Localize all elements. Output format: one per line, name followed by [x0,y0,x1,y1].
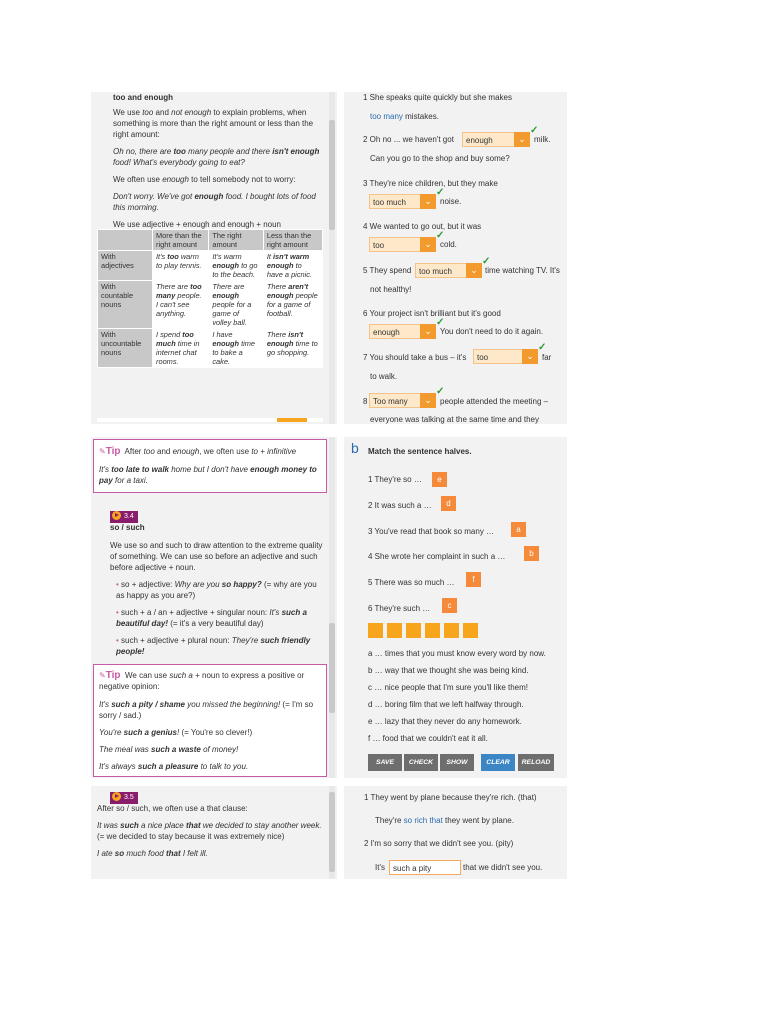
list-item: 6 They're such … [368,604,431,613]
tip-label: Tip [105,670,121,681]
drag-slot[interactable] [425,623,440,638]
grammar-panel-too-enough [91,92,337,424]
answer-box[interactable]: b [524,546,539,561]
table-header: The right amount [209,230,263,251]
list-item: • so + adjective: Why are you so happy? (= why are you as happy as you are?) [116,580,317,600]
chevron-down-icon[interactable]: ⌄ [420,393,436,408]
table-header: More than the right amount [153,230,209,251]
check-icon: ✓ [538,342,547,353]
drag-slot[interactable] [406,623,421,638]
chevron-down-icon[interactable]: ⌄ [466,263,482,278]
example-text: It was such a nice place that we decided to stay another week. (= we decided to stay because it was extremely nice) [97,821,322,841]
answer-text: They're so rich that they went by plane. [375,816,514,825]
check-icon: ✓ [436,317,445,328]
check-icon: ✓ [482,256,491,267]
pencil-icon: ✎ [99,671,106,680]
grammar-panel-so-such [91,437,337,778]
reload-button[interactable]: RELOAD [518,754,554,771]
check-icon: ✓ [530,125,539,136]
answer-text: too many mistakes. [370,112,439,121]
drag-slot[interactable] [368,623,383,638]
answer-box[interactable]: d [441,496,456,511]
check-icon: ✓ [436,187,445,198]
question-text: 5 They spend [363,266,412,275]
example-text: The meal was such a waste of money! [99,745,239,754]
option-item: c … nice people that I'm sure you'll like them! [368,683,529,692]
option-item: d … boring film that we left halfway through. [368,700,524,709]
play-icon [112,792,121,801]
example-text: It's too late to walk home but I don't have enough money to pay for a taxi. [99,465,317,485]
answer-dropdown[interactable]: Too many [369,393,421,408]
rule-text: We use so and such to draw attention to the extreme quality of something. We can use so before an adjective and such before adjective + noun. [110,541,323,572]
chevron-down-icon[interactable]: ⌄ [420,324,436,339]
example-text: Oh no, there are too many people and there isn't enough food! What's everybody going to eat? [113,147,320,167]
save-button[interactable]: SAVE [368,754,402,771]
option-item: f … food that we couldn't eat it all. [368,734,488,743]
answer-input[interactable]: such a pity [389,860,461,875]
table-row: With adjectives It's too warm to play tennis. It's warm enough to go to the beach. It isn't warm enough to have a picnic. [98,251,323,281]
table-row: With countable nouns There are too many people. I can't see anything. There are enough people for a game of volley ball. There aren't enough people for a game of football. [98,281,323,329]
check-icon: ✓ [436,230,445,241]
chevron-down-icon[interactable]: ⌄ [514,132,530,147]
scrollbar[interactable] [329,92,335,424]
list-item: 1 They're so … [368,475,422,484]
question-text: 1 They went by plane because they're rich. (that) [364,793,537,802]
chevron-down-icon[interactable]: ⌄ [420,194,436,209]
answer-dropdown[interactable]: enough [369,324,421,339]
play-icon [112,511,121,520]
answer-box[interactable]: a [511,522,526,537]
answer-box[interactable]: f [466,572,481,587]
check-icon: ✓ [436,386,445,397]
question-text: 2 I'm so sorry that we didn't see you. (pity) [364,839,514,848]
answer-dropdown[interactable]: enough [462,132,516,147]
question-text: 7 You should take a bus – it's [363,353,467,362]
tip-box: ✎Tip After too and enough, we often use to + infinitive It's too late to walk home but I don't have enough money to pay for a taxi. [93,439,327,493]
exercise-panel-too-enough: 1 She speaks quite quickly but she makes too many mistakes. 2 Oh no ... we haven't got enough ⌄ ✓ milk. Can you go to the shop and buy some? 3 They're nice children, but they make too much ⌄ ✓ noise. 4 We wanted to go out, but it was too ⌄ ✓ cold. 5 They spend too much ⌄ ✓ time watching TV. It's not healthy! 6 Your project isn't brilliant but it's good enough ⌄ ✓ You don't need to do it again. 7 You should take a bus – it's too ⌄ ✓ far to walk. 8 Too many ⌄ ✓ people attended the meeting – everyone was talking at the same time and they [344,92,567,424]
scrollbar-thumb[interactable] [329,792,335,872]
pencil-icon: ✎ [99,447,106,456]
grammar-table [97,229,323,368]
answer-dropdown[interactable]: too [473,349,525,364]
rule-text: We use too and not enough to explain problems, when something is more than the right amount or less than the right amount: [113,108,314,139]
question-text: 4 We wanted to go out, but it was [363,222,482,231]
scrollbar[interactable] [329,437,335,778]
answer-box[interactable]: e [432,472,447,487]
list-item: • such + a / an + adjective + singular noun: It's such a beautiful day! (= it's a very beautiful day) [116,608,307,628]
rule-text: We often use enough to tell somebody not to worry: [113,175,296,184]
check-button[interactable]: CHECK [404,754,438,771]
question-text: 3 They're nice children, but they make [363,179,498,188]
exercise-panel-transform: 1 They went by plane because they're rich. (that) They're so rich that they went by plane. 2 I'm so sorry that we didn't see you. (pity) It's such a pity that we didn't see you. [344,786,567,879]
example-text: Don't worry. We've got enough food. I bought lots of food this morning. [113,192,316,212]
list-item: 4 She wrote her complaint in such a … [368,552,506,561]
question-text: 1 She speaks quite quickly but she makes [363,93,512,102]
chevron-down-icon[interactable]: ⌄ [522,349,538,364]
tip-label: Tip [105,446,121,457]
list-item: 5 There was so much … [368,578,455,587]
drag-slot[interactable] [444,623,459,638]
answer-dropdown[interactable]: too much [415,263,467,278]
list-item: 2 It was such a … [368,501,432,510]
grammar-panel-that-clause [91,786,337,879]
question-text: 6 Your project isn't brilliant but it's good [363,309,501,318]
exercise-letter: b [351,440,359,456]
example-text: It's such a pity / shame you missed the beginning! (= I'm so sorry / sad.) [99,700,314,720]
list-item: • such + adjective + plural noun: They're such friendly people! [116,636,311,656]
scrollbar[interactable] [329,786,335,879]
clear-button[interactable]: CLEAR [481,754,515,771]
chevron-down-icon[interactable]: ⌄ [420,237,436,252]
option-item: b … way that we thought she was being kind. [368,666,529,675]
example-text: You're such a genius! (= You're so clever!) [99,728,253,737]
table-header: Less than the right amount [263,230,322,251]
drag-slot[interactable] [463,623,478,638]
question-text: 8 [363,397,368,406]
option-item: e … lazy that they never do any homework. [368,717,522,726]
example-text: It's always such a pleasure to talk to you. [99,762,249,771]
table-row: With uncountable nouns I spend too much time in internet chat rooms. I have enough time to bake a cake. There isn't enough time to go shopping. [98,329,323,368]
example-text: I ate so much food that I felt ill. [97,849,208,858]
scrollbar-thumb[interactable] [329,120,335,230]
question-text: 2 Oh no ... we haven't got [363,135,454,144]
rule-text: After so / such, we often use a that clause: [97,804,248,813]
horizontal-scrollbar[interactable] [97,418,323,422]
exercise-title: Match the sentence halves. [368,447,472,456]
option-item: a … times that you must know every word by now. [368,649,546,658]
show-button[interactable]: SHOW [440,754,474,771]
answer-dropdown[interactable]: too [369,237,421,252]
list-item: 3 You've read that book so many … [368,527,495,536]
rule-text: We use adjective + enough and enough + noun [113,220,281,229]
section-title: so / such [110,523,145,532]
tip-box: ✎Tip We can use such a + noun to express a positive or negative opinion: It's such a pity / shame you missed the beginning! (= I'm so sorry / sad.) You're such a genius! (= You're so clever!) The meal was such a waste of money! It's always such a pleasure to talk to you. [93,664,327,777]
answer-box[interactable]: c [442,598,457,613]
section-heading: too and enough [113,93,173,102]
section-badge[interactable]: 3.4 [110,505,138,523]
drag-slot[interactable] [387,623,402,638]
answer-dropdown[interactable]: too much [369,194,421,209]
section-badge[interactable]: 3.5 [110,786,138,804]
scrollbar-thumb[interactable] [329,623,335,713]
exercise-panel-match [344,437,567,778]
